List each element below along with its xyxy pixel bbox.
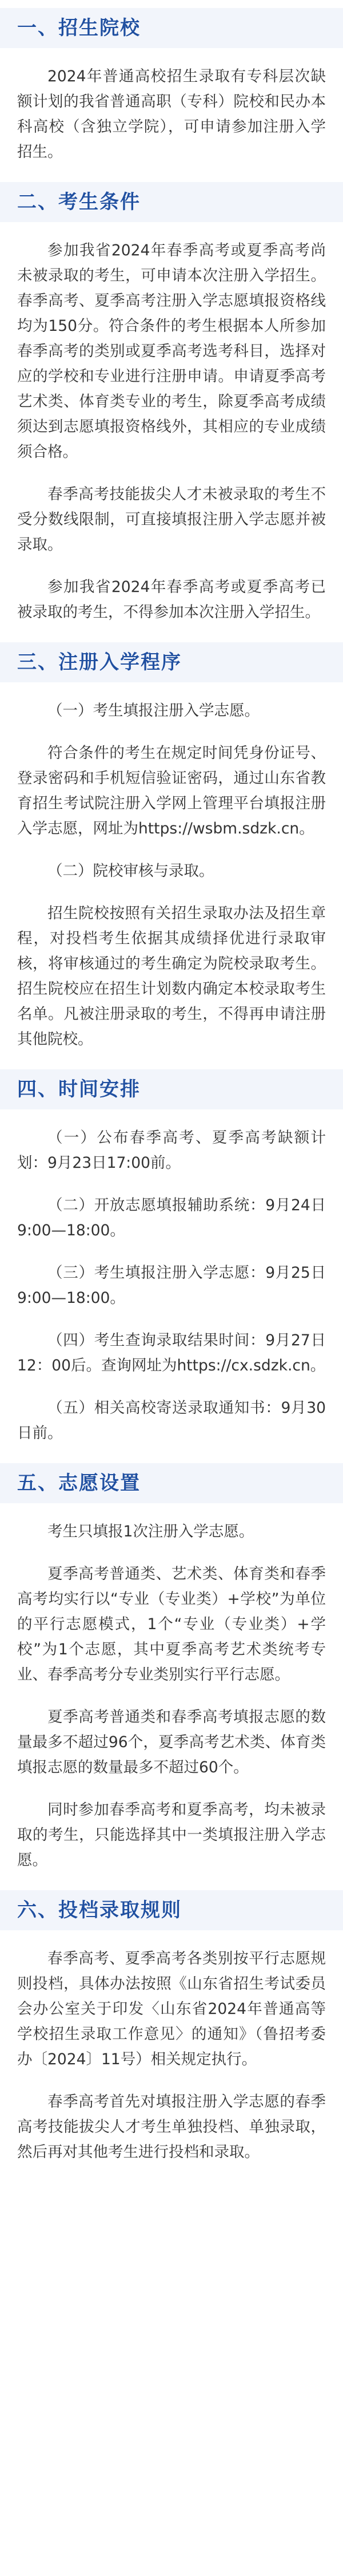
- schedule-item: （三）考生填报注册入学志愿：9月25日9:00—18:00。: [17, 1264, 326, 1307]
- paragraph: 同时参加春季高考和夏季高考，均未被录取的考生，只能选择其中一类填报注册入学志愿。: [17, 1801, 326, 1869]
- sub-item: （一）考生填报注册入学志愿。: [47, 702, 260, 720]
- paragraph: 考生只填报1次注册入学志愿。: [47, 1523, 254, 1540]
- section-heading: 五、志愿设置: [0, 1463, 343, 1503]
- section-volunteer-settings: [0, 1463, 343, 1873]
- paragraph: 招生院校按照有关招生录取办法及招生章程，对投档考生依据其成绩择优进行录取审核，将审核通过的考生确定为院校录取考生。招生院校应在招生计划数内确定本校录取考生名单。凡被注册录取的考生，不得再申请注册其他院校。: [17, 904, 326, 1048]
- section-admission-rules: [0, 1890, 343, 2165]
- paragraph: 春季高考首先对填报注册入学志愿的春季高考技能拔尖人才考生单独投档、单独录取，然后再对其他考生进行投档和录取。: [17, 2093, 326, 2161]
- paragraph: 春季高考技能拔尖人才未被录取的考生不受分数线限制，可直接填报注册入学志愿并被录取。: [17, 485, 326, 554]
- paragraph: 参加我省2024年春季高考或夏季高考已被录取的考生，不得参加本次注册入学招生。: [17, 578, 326, 621]
- section-candidate-conditions: [0, 182, 343, 625]
- document: [0, 8, 343, 2194]
- schedule-item: （五）相关高校寄送录取通知书：9月30日前。: [17, 1399, 326, 1442]
- section-registration-procedure: [0, 642, 343, 1052]
- schedule-item: （一）公布春季高考、夏季高考缺额计划：9月23日17:00前。: [17, 1129, 326, 1172]
- section-schedule: [0, 1069, 343, 1446]
- section-heading: 二、考生条件: [0, 182, 343, 222]
- paragraph: 参加我省2024年春季高考或夏季高考尚未被录取的考生，可申请本次注册入学招生。春季高考、夏季高考注册入学志愿填报资格线均为150分。符合条件的考生根据本人所参加春季高考的类别或夏季高考选考科目，选择对应的学校和专业进行注册申请。申请夏季高考艺术类、体育类专业的考生，除夏季高考成绩须达到志愿填报资格线外，其相应的专业成绩须合格。: [17, 242, 326, 461]
- sub-item: （二）院校审核与录取。: [47, 862, 214, 880]
- section-schools: [0, 8, 343, 165]
- paragraph: 夏季高考普通类和春季高考填报志愿的数量最多不超过96个，夏季高考艺术类、体育类填报志愿的数量最多不超过60个。: [17, 1708, 326, 1776]
- schedule-item: （四）考生查询录取结果时间：9月27日12：00后。查询网址为https://cx.sdzk.cn。: [17, 1332, 326, 1374]
- paragraph: 2024年普通高校招生录取有专科层次缺额计划的我省普通高职（专科）院校和民办本科高校（含独立学院），可申请参加注册入学招生。: [17, 68, 326, 161]
- paragraph: 符合条件的考生在规定时间凭身份证号、登录密码和手机短信验证密码，通过山东省教育招生考试院注册入学网上管理平台填报注册入学志愿，网址为https://wsbm.sdzk.cn。: [17, 744, 326, 837]
- section-heading: 三、注册入学程序: [0, 642, 343, 682]
- paragraph: 春季高考、夏季高考各类别按平行志愿规则投档，具体办法按照《山东省招生考试委员会办公室关于印发〈山东省2024年普通高等学校招生录取工作意见〉的通知》（鲁招考委办〔2024〕11号）相关规定执行。: [17, 1950, 326, 2068]
- section-heading: 六、投档录取规则: [0, 1890, 343, 1930]
- section-heading: 四、时间安排: [0, 1069, 343, 1109]
- section-heading: 一、招生院校: [0, 8, 343, 48]
- paragraph: 夏季高考普通类、艺术类、体育类和春季高考均实行以“专业（专业类）+学校”为单位的平行志愿模式，1个“专业（专业类）+学校”为1个志愿，其中夏季高考艺术类统考专业、春季高考分专业类别实行平行志愿。: [17, 1565, 326, 1684]
- schedule-item: （二）开放志愿填报辅助系统：9月24日9:00—18:00。: [17, 1196, 326, 1239]
